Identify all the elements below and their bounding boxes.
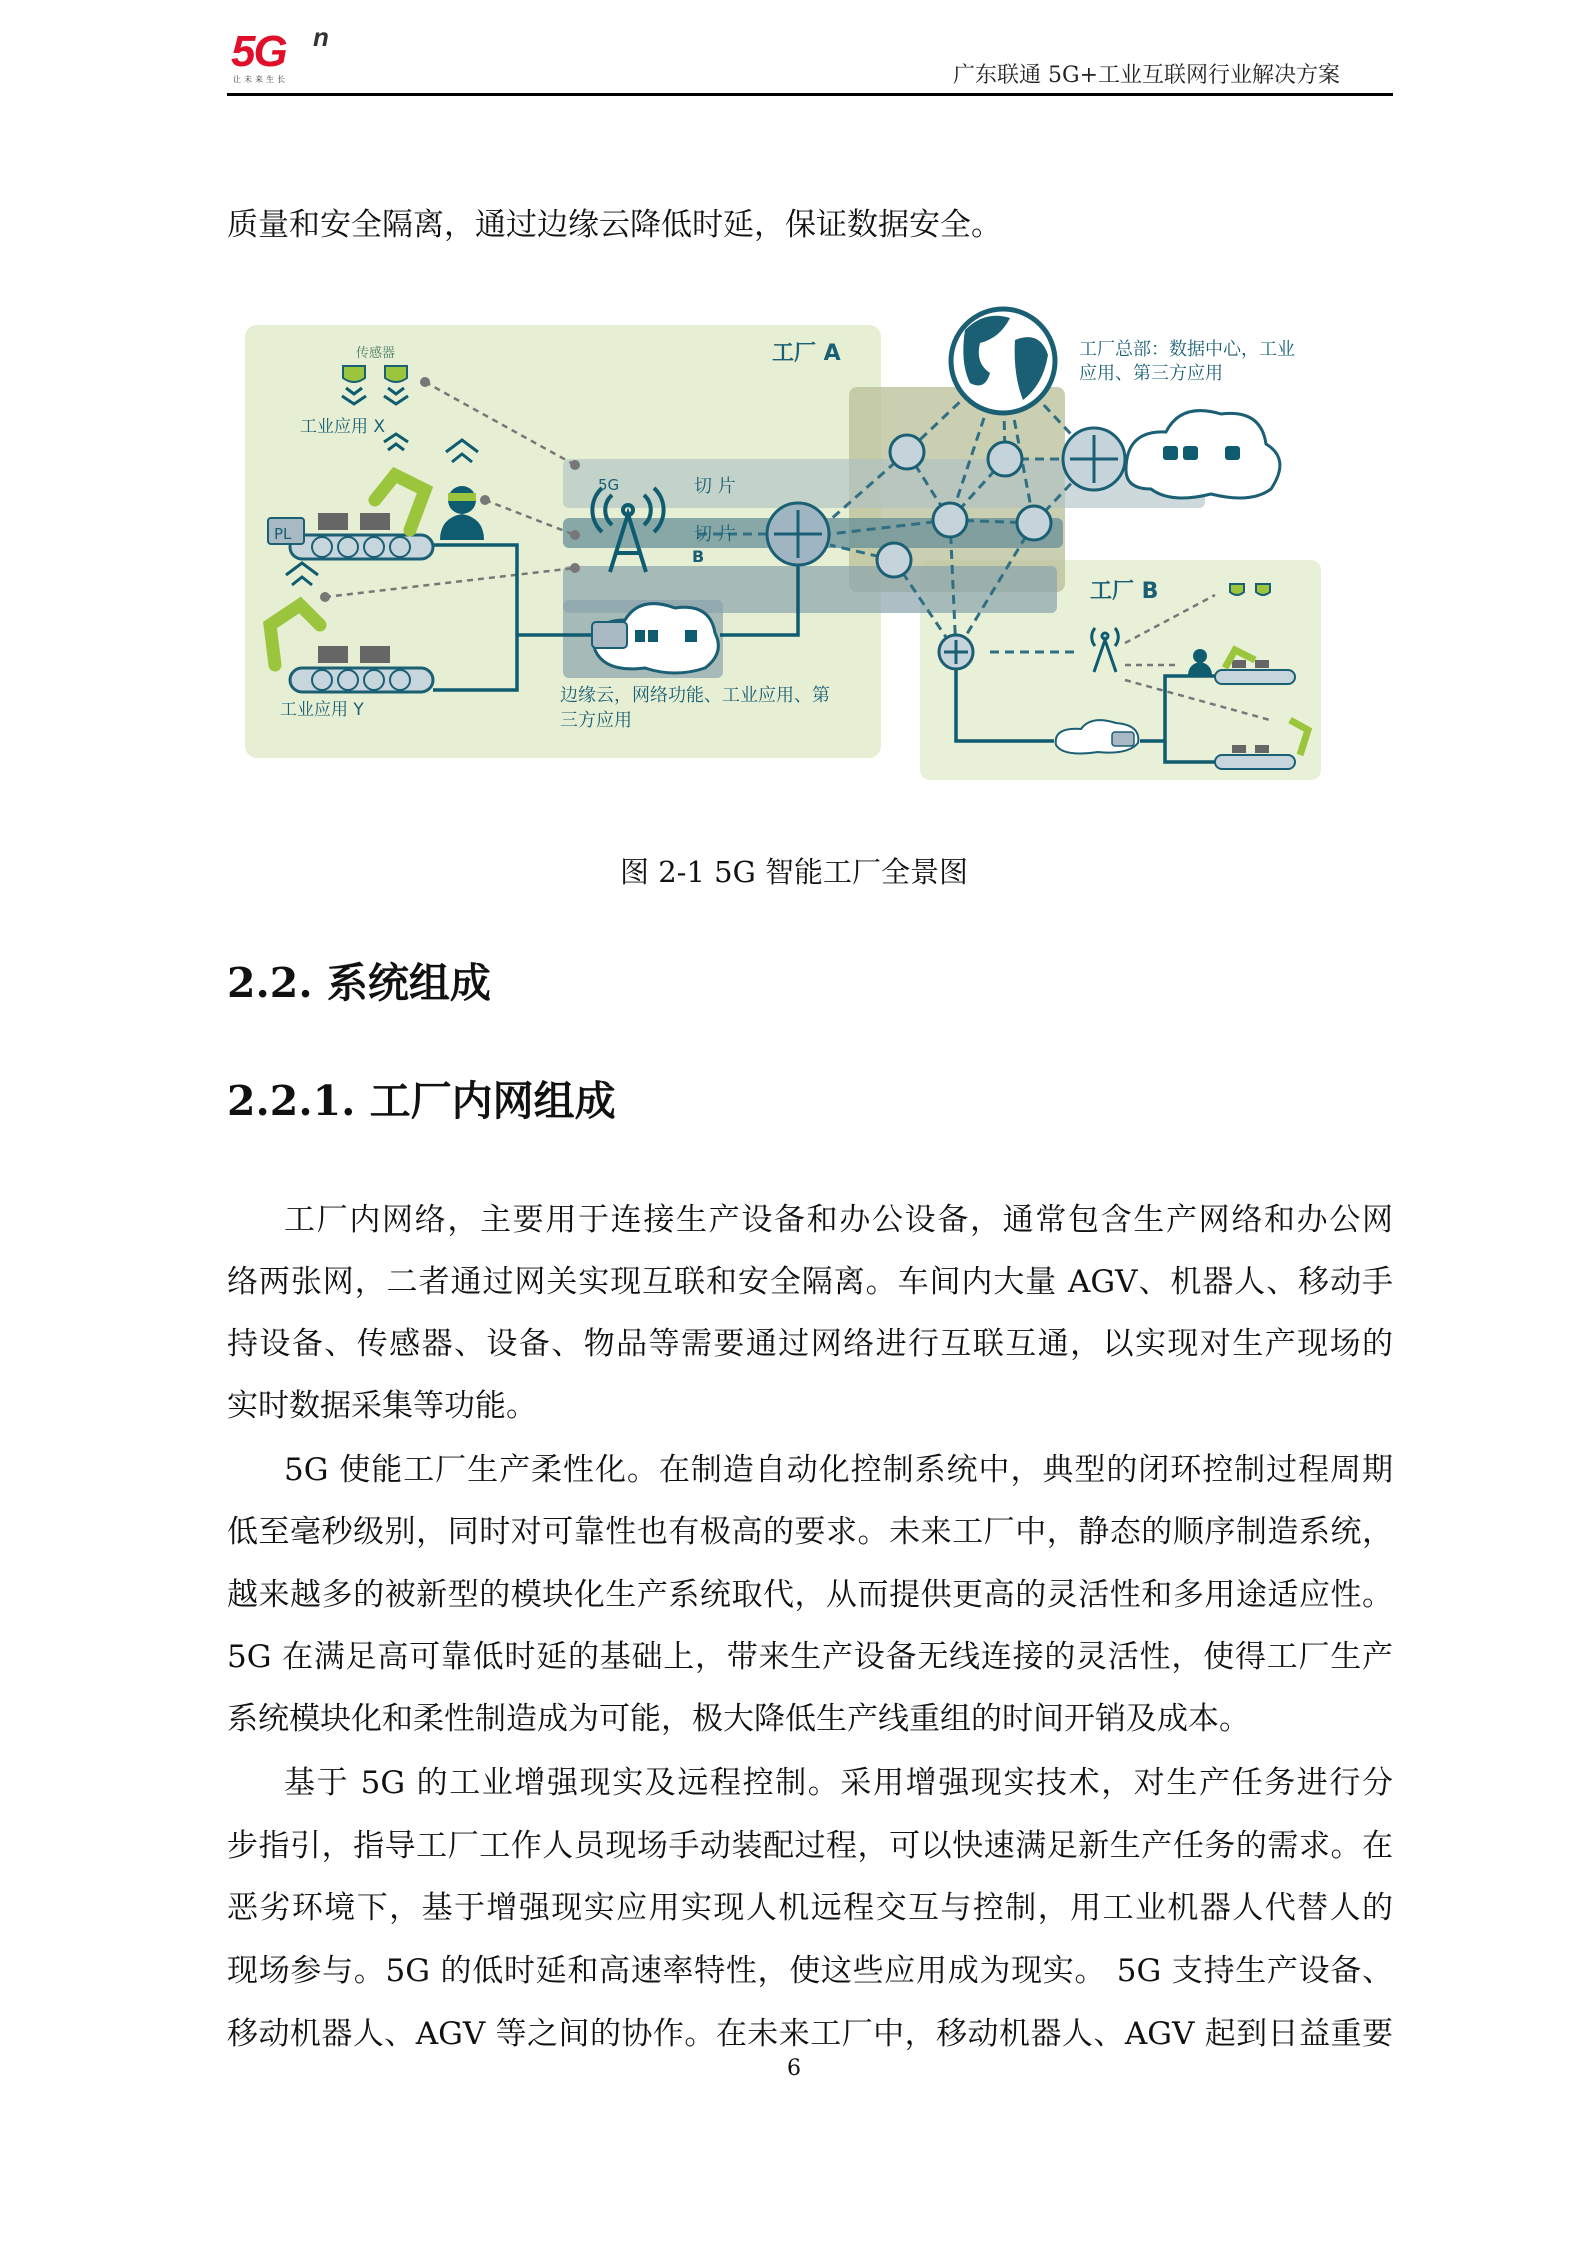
5g-label: 5G <box>598 476 620 494</box>
body-line: 实时数据采集等功能。 <box>227 1388 537 1424</box>
router-icon <box>1017 506 1051 540</box>
body-line: 5G 使能工厂生产柔性化。在制造自动化控制系统中，典型的闭环控制过程周期 <box>284 1452 1393 1488</box>
body-line: 现场参与。5G 的低时延和高速率特性，使这些应用成为现实。 5G 支持生产设备、 <box>227 1953 1393 1989</box>
router-icon <box>933 503 967 537</box>
router-icon <box>890 435 924 469</box>
router-icon <box>877 543 911 577</box>
body-line: 步指引，指导工厂工作人员现场手动装配过程，可以快速满足新生产任务的需求。在 <box>227 1828 1393 1864</box>
body-line: 基于 5G 的工业增强现实及远程控制。采用增强现实技术，对生产任务进行分 <box>284 1765 1393 1801</box>
plc-label: PL <box>274 525 292 543</box>
hq-label-line1: 工厂总部：数据中心，工业 <box>1079 339 1295 360</box>
body-line: 工厂内网络，主要用于连接生产设备和办公设备，通常包含生产网络和办公网 <box>284 1202 1393 1238</box>
app-x-label: 工业应用 X <box>300 417 386 437</box>
sensors-label: 传感器 <box>356 346 396 361</box>
factory-a-label: 工厂 A <box>772 341 841 366</box>
logo-text: 5G <box>231 27 286 76</box>
app-y-label: 工业应用 Y <box>280 700 364 720</box>
slice-b-letter: B <box>692 547 705 566</box>
header-divider <box>227 93 1393 96</box>
slice-top-label: 切 片 <box>694 476 736 497</box>
logo-superscript: n <box>313 22 329 52</box>
body-line: 5G 在满足高可靠低时延的基础上，带来生产设备无线连接的灵活性，使得工厂生产 <box>227 1639 1393 1675</box>
edge-cloud-label-line1: 边缘云，网络功能、工业应用、第 <box>560 685 830 706</box>
figure-caption: 图 2-1 5G 智能工厂全景图 <box>620 855 968 889</box>
hq-cloud-icon <box>1126 411 1280 498</box>
slice-b-label: 切 片 <box>694 524 736 545</box>
body-line: 移动机器人、AGV 等之间的协作。在未来工厂中，移动机器人、AGV 起到日益重要 <box>227 2016 1393 2052</box>
body-line: 系统模块化和柔性制造成为可能，极大降低生产线重组的时间开销及成本。 <box>227 1701 1250 1737</box>
factory-b-label: 工厂 B <box>1090 579 1159 604</box>
body-line: 持设备、传感器、设备、物品等需要通过网络进行互联互通，以实现对生产现场的 <box>227 1326 1393 1362</box>
smart-factory-diagram <box>240 300 1330 790</box>
page-number: 6 <box>787 2056 801 2081</box>
body-line: 越来越多的被新型的模块化生产系统取代，从而提供更高的灵活性和多用途适应性。 <box>227 1577 1393 1613</box>
body-line: 低至毫秒级别，同时对可靠性也有极高的要求。未来工厂中，静态的顺序制造系统， <box>227 1514 1393 1550</box>
body-line: 恶劣环境下，基于增强现实应用实现人机远程交互与控制，用工业机器人代替人的 <box>227 1890 1393 1926</box>
edge-cloud-label-line2: 三方应用 <box>560 710 632 731</box>
logo-tagline: 让未来生长 <box>233 75 288 84</box>
router-icon <box>988 442 1022 476</box>
subsection-heading: 2.2.1. 工厂内网组成 <box>227 1077 616 1125</box>
section-heading: 2.2. 系统组成 <box>227 959 491 1007</box>
header-title: 广东联通 5G+工业互联网行业解决方案 <box>953 63 1340 88</box>
logo <box>231 24 341 86</box>
hq-label-line2: 应用、第三方应用 <box>1079 363 1223 384</box>
globe-icon <box>951 309 1055 413</box>
body-line: 络两张网，二者通过网关实现互联和安全隔离。车间内大量 AGV、机器人、移动手 <box>227 1264 1393 1300</box>
intro-line: 质量和安全隔离，通过边缘云降低时延，保证数据安全。 <box>227 207 1002 243</box>
